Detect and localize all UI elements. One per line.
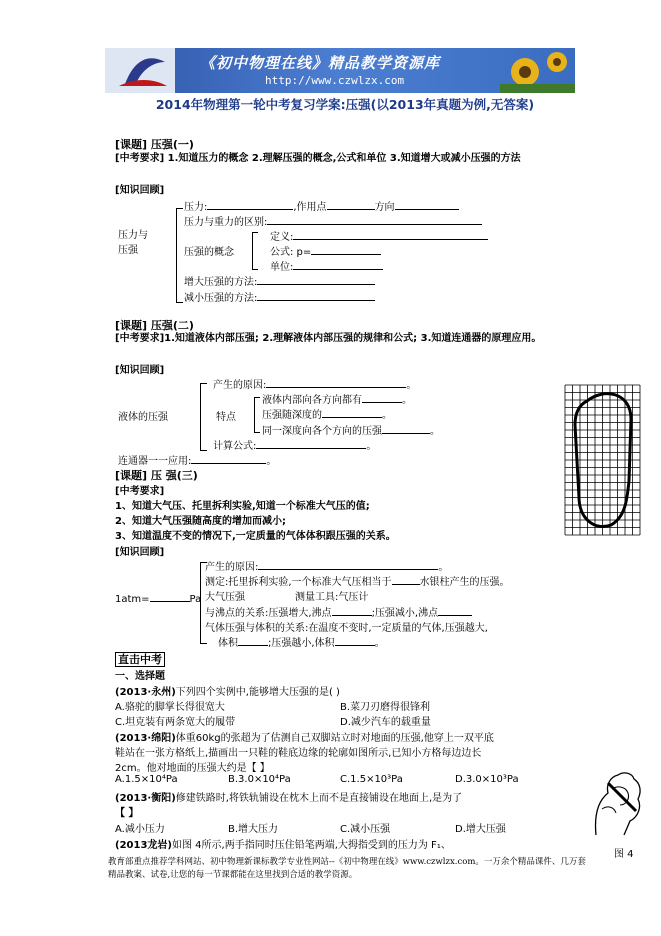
q3-stem-1: (2013·衡阳)修建铁路时,将铁轨铺设在枕木上而不是直接铺设在地面上,是为了 xyxy=(115,793,463,804)
q2-option-d: D.3.0×10³Pa xyxy=(455,774,519,785)
s3-req-3: 3、知道温度不变的情况下,一定质量的气体体积跟压强的关系。 xyxy=(115,531,396,542)
q2-option-c: C.1.5×10³Pa xyxy=(340,774,403,785)
s3-req-2: 2、知道大气压强随高度的增加而减小; xyxy=(115,516,286,527)
q1-stem: (2013·永州)下列四个实例中,能够增大压强的是( ) xyxy=(115,687,340,698)
shoe-sole-grid-figure xyxy=(565,385,640,535)
s1-formula: 公式: p= xyxy=(270,243,381,258)
q2-stem-2: 鞋站在一张方格纸上,描画出一只鞋的鞋底边缘的轮廓如图所示,已知小方格每边边长 xyxy=(115,748,482,759)
s3-cause: 产生的原因: 。 xyxy=(205,558,448,573)
q3-option-b: B.增大压力 xyxy=(228,824,279,835)
q2-stem-1: (2013·绵阳)体重60kg的张超为了估测自己双脚站立时对地面的压强,他穿上一双平底 xyxy=(115,733,494,744)
s3-atm-pressure: 大气压强 xyxy=(205,592,245,603)
s3-boil: 与沸点的关系:压强增大,沸点 ;压强减小,沸点 xyxy=(205,604,472,619)
s2-features-brace xyxy=(254,397,260,433)
s2-feature-3: 同一深度向各个方向的压强 。 xyxy=(262,422,440,437)
s1-requirements: [中考要求] 1.知道压力的概念 2.理解压强的概念,公式和单位 3.知道增大或减小压强的方法 xyxy=(115,153,521,164)
s2-requirements: [中考要求]1.知道液体内部压强; 2.理解液体内部压强的规律和公式; 3.知道连通器的原理应用。 xyxy=(115,333,542,344)
q3-option-a: A.减小压力 xyxy=(115,824,165,835)
s1-diff: 压力与重力的区别: xyxy=(184,213,482,228)
exam-heading: 直击中考 xyxy=(115,651,165,667)
s2-topic: [课题] 压强(二) xyxy=(115,319,194,332)
q1-option-d: D.减少汽车的载重量 xyxy=(340,717,431,728)
s1-root-1: 压力与 xyxy=(118,230,148,241)
s1-brace xyxy=(176,208,183,303)
q3-option-d: D.增大压强 xyxy=(455,824,506,835)
exam-part: 一、选择题 xyxy=(115,671,165,682)
s2-brace xyxy=(200,383,207,451)
s3-review: [知识回顾] xyxy=(115,547,165,558)
s3-volume-2: 体积 ;压强越小,体积 。 xyxy=(218,634,385,649)
q4-stem: (2013龙岩)如图 4所示,两手指同时压住铅笔两端,大拇指受到的压力为 F₁、 xyxy=(115,840,451,851)
document-title: 2014年物理第一轮中考复习学案:压强(以2013年真题为例,无答案) xyxy=(155,97,535,112)
banner-url: http://www.czwlzx.com xyxy=(265,74,405,87)
s2-vessel: 连通器一一应用: 。 xyxy=(118,452,276,467)
q2-option-a: A.1.5×10⁴Pa xyxy=(115,774,178,785)
hand-pencil-figure xyxy=(588,765,648,840)
s1-root-2: 压强 xyxy=(118,245,138,256)
header-banner xyxy=(105,48,575,93)
banner-title: 《初中物理在线》精品教学资源库 xyxy=(200,54,441,72)
s1-pressure-force: 压力: ,作用点 方向 xyxy=(184,198,459,213)
q1-option-a: A.骆驼的脚掌长得很宽大 xyxy=(115,702,225,713)
s2-feature-2: 压强随深度的 。 xyxy=(262,406,392,421)
s2-cause: 产生的原因: 。 xyxy=(213,376,416,391)
q3-stem-2: 【 】 xyxy=(115,808,139,819)
s3-measure: 测定:托里拆利实验,一个标准大气压相当于 水银柱产生的压强。 xyxy=(205,573,510,588)
q1-option-c: C.坦克装有两条宽大的履带 xyxy=(115,717,236,728)
q2-stem-3: 2cm。他对地面的压强大约是【 】 xyxy=(115,763,270,774)
page-footer: 教育部重点推荐学科网站、初中物理新课标教学专业性网站--《初中物理在线》www.czwlzx.com。一万余个精品课件、几万套精品教案、试卷,让您的每一节课都能在这里找到合适的教学资源。 xyxy=(108,857,586,880)
s3-topic: [课题] 压 强(三) xyxy=(115,469,198,482)
s1-concept-brace xyxy=(252,232,258,270)
s2-review: [知识回顾] xyxy=(115,365,165,376)
s3-requirements: [中考要求] xyxy=(115,486,165,497)
s2-feature-1: 液体内部向各方向都有 。 xyxy=(262,391,412,406)
s1-definition: 定义: xyxy=(270,228,488,243)
s3-req-1: 1、知道大气压、托里拆利实验,知道一个标准大气压的值; xyxy=(115,501,370,512)
s1-review: [知识回顾] xyxy=(115,185,165,196)
s3-volume: 气体压强与体积的关系:在温度不变时,一定质量的气体,压强越大, xyxy=(205,623,488,634)
s1-topic: [课题] 压强(一) xyxy=(115,138,194,151)
s1-unit: 单位: xyxy=(270,258,383,273)
s2-calc: 计算公式: 。 xyxy=(213,437,376,452)
q2-option-b: B.3.0×10⁴Pa xyxy=(228,774,291,785)
s1-concept: 压强的概念 xyxy=(184,247,234,258)
s1-decrease: 减小压强的方法: xyxy=(184,289,375,304)
fig4-label: 图 4 xyxy=(614,849,634,860)
q3-option-c: C.减小压强 xyxy=(340,824,391,835)
s2-root: 液体的压强 xyxy=(118,412,168,423)
s3-atm: 1atm= Pa xyxy=(115,591,201,605)
s2-features: 特点 xyxy=(216,412,236,423)
s3-tool: 测量工具:气压计 xyxy=(295,592,369,603)
s1-increase: 增大压强的方法: xyxy=(184,273,375,288)
q1-option-b: B.菜刀刃磨得很锋利 xyxy=(340,702,431,713)
